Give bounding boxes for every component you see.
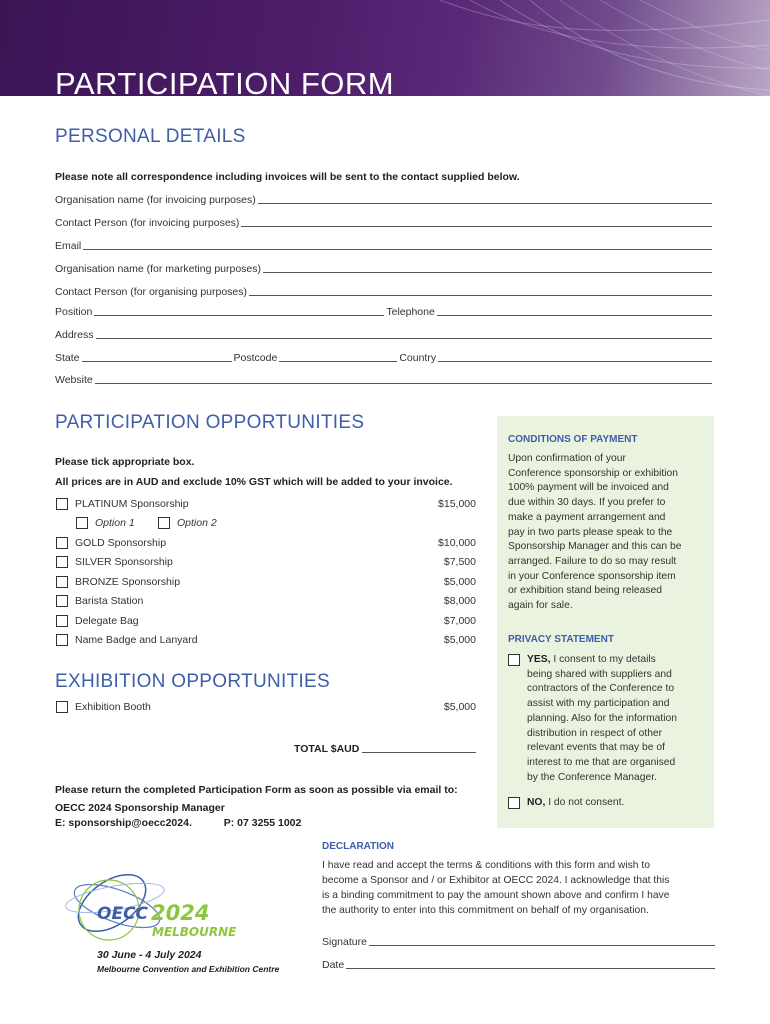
conditions-line: arranged. Failure to do so may result — [508, 555, 677, 567]
telephone-label: Telephone — [386, 306, 435, 318]
org-invoicing-field[interactable] — [55, 192, 712, 206]
return-instructions: Please return the completed Participation Form as soon as possible via email to: — [55, 784, 458, 796]
position-input[interactable] — [94, 315, 384, 316]
position-telephone-row — [55, 304, 712, 318]
date-field[interactable] — [322, 959, 715, 971]
privacy-no-bold: NO, — [527, 797, 546, 808]
event-venue: Melbourne Convention and Exhibition Centre — [97, 964, 280, 974]
privacy-no-line: I do not consent. — [548, 797, 625, 808]
tick-note: Please tick appropriate box. — [55, 456, 195, 468]
platinum-checkbox[interactable] — [56, 498, 68, 510]
privacy-yes-line: contractors of the Conference to — [527, 683, 675, 695]
exhibition-booth-price: $5,000 — [443, 701, 476, 713]
total-aud-field[interactable] — [294, 743, 476, 755]
declaration-text — [322, 858, 717, 918]
bronze-price: $5,000 — [443, 576, 476, 588]
email-label: Email — [55, 240, 82, 252]
bronze-label: BRONZE Sponsorship — [75, 576, 181, 588]
delegate-bag-price: $7,000 — [443, 615, 476, 627]
gold-price: $10,000 — [438, 537, 476, 549]
name-badge-label: Name Badge and Lanyard — [75, 634, 198, 646]
privacy-yes-checkbox[interactable] — [508, 654, 520, 666]
privacy-yes-text — [527, 653, 707, 785]
silver-price: $7,500 — [443, 556, 476, 568]
privacy-yes-line: I consent to my details — [553, 654, 656, 665]
contact-organising-field[interactable] — [55, 284, 712, 298]
privacy-yes-line: being shared with suppliers and — [527, 668, 672, 680]
postcode-label: Postcode — [233, 352, 278, 364]
privacy-heading: PRIVACY STATEMENT — [508, 634, 614, 645]
org-marketing-label: Organisation name (for marketing purposes) — [55, 263, 262, 275]
delegate-bag-checkbox[interactable] — [56, 615, 68, 627]
barista-checkbox[interactable] — [56, 595, 68, 607]
privacy-yes-bold: YES, — [527, 654, 551, 665]
silver-label: SILVER Sponsorship — [75, 556, 173, 568]
gold-checkbox[interactable] — [56, 537, 68, 549]
state-label: State — [55, 352, 80, 364]
conditions-line: or exhibition stand being released — [508, 585, 662, 597]
option-2-checkbox[interactable] — [158, 517, 170, 529]
participation-heading: PARTICIPATION OPPORTUNITIES — [55, 412, 365, 433]
privacy-no-text — [527, 796, 707, 811]
option-1-label: Option 1 — [95, 517, 135, 529]
country-label: Country — [399, 352, 437, 364]
contact-email[interactable]: E: sponsorship@oecc2024. — [55, 817, 192, 829]
logo-year: 2024 — [151, 901, 210, 925]
price-note: All prices are in AUD and exclude 10% GST which will be added to your invoice. — [55, 476, 453, 488]
platinum-price: $15,000 — [438, 498, 476, 510]
privacy-no-checkbox[interactable] — [508, 797, 520, 809]
address-field[interactable] — [55, 327, 712, 341]
privacy-yes-line: assist with my participation and — [527, 698, 670, 710]
privacy-yes-line: planning. Also for the information — [527, 712, 677, 724]
conditions-line: 100% payment will be invoiced and — [508, 482, 669, 494]
name-badge-checkbox[interactable] — [56, 634, 68, 646]
total-aud-label: TOTAL $AUD — [294, 743, 360, 755]
conditions-line: again for sale. — [508, 600, 573, 612]
personal-details-heading: PERSONAL DETAILS — [55, 126, 246, 147]
page-title: PARTICIPATION FORM — [55, 66, 395, 96]
declaration-line: become a Sponsor and / or Exhibitor at OECC 2024. I acknowledge that this — [322, 875, 670, 886]
header-banner — [0, 0, 770, 96]
contact-invoicing-field[interactable] — [55, 215, 712, 229]
conditions-line: pay in two parts please speak to the — [508, 526, 673, 538]
gold-label: GOLD Sponsorship — [75, 537, 167, 549]
conditions-line: Conference sponsorship or exhibition — [508, 467, 678, 479]
org-marketing-field[interactable] — [55, 261, 712, 275]
contact-organising-label: Contact Person (for organising purposes) — [55, 286, 248, 298]
conditions-line: Sponsorship Manager and this can be — [508, 541, 682, 553]
exhibition-booth-label: Exhibition Booth — [75, 701, 151, 713]
silver-checkbox[interactable] — [56, 556, 68, 568]
contact-phone: P: 07 3255 1002 — [223, 817, 302, 829]
email-field[interactable] — [55, 238, 712, 252]
conditions-text — [508, 452, 708, 614]
option-1-checkbox[interactable] — [76, 517, 88, 529]
conditions-line: make a payment arrangement and — [508, 511, 666, 523]
conditions-line: Upon confirmation of your — [508, 453, 626, 464]
address-label: Address — [55, 329, 94, 341]
name-badge-price: $5,000 — [443, 634, 476, 646]
website-field[interactable] — [55, 372, 712, 386]
barista-price: $8,000 — [443, 595, 476, 607]
exhibition-heading: EXHIBITION OPPORTUNITIES — [55, 671, 330, 692]
declaration-line: I have read and accept the terms & conditions with this form and wish to — [322, 860, 650, 871]
platinum-label: PLATINUM Sponsorship — [75, 498, 189, 510]
contact-invoicing-label: Contact Person (for invoicing purposes) — [55, 217, 240, 229]
bronze-checkbox[interactable] — [56, 576, 68, 588]
delegate-bag-label: Delegate Bag — [75, 615, 139, 627]
privacy-yes-line: distribution in respect of other — [527, 727, 663, 739]
declaration-line: is a binding commitment to pay the amount shown above and confirm I have — [322, 890, 670, 901]
country-input[interactable] — [438, 361, 712, 362]
conditions-heading: CONDITIONS OF PAYMENT — [508, 434, 638, 445]
declaration-line: the authority to enter into this commitment on behalf of my organisation. — [322, 905, 649, 916]
state-input[interactable] — [82, 361, 232, 362]
state-postcode-country-row — [55, 350, 712, 364]
signature-field[interactable] — [322, 936, 715, 948]
logo-city: MELBOURNE — [152, 925, 237, 939]
barista-label: Barista Station — [75, 595, 144, 607]
logo-brand: OECC — [97, 904, 149, 924]
org-invoicing-label: Organisation name (for invoicing purposes) — [55, 194, 256, 206]
signature-label: Signature — [322, 936, 367, 948]
telephone-input[interactable] — [437, 315, 712, 316]
privacy-yes-line: by the Conference Manager. — [527, 771, 657, 783]
event-dates: 30 June - 4 July 2024 — [97, 949, 202, 961]
correspondence-note: Please note all correspondence including invoices will be sent to the contact supplied below. — [55, 171, 520, 183]
website-label: Website — [55, 374, 93, 386]
position-label: Position — [55, 306, 93, 318]
privacy-yes-line: relevant events that may be of — [527, 742, 665, 754]
declaration-heading: DECLARATION — [322, 841, 395, 852]
contact-email-row — [55, 817, 301, 829]
postcode-input[interactable] — [279, 361, 397, 362]
exhibition-booth-checkbox[interactable] — [56, 701, 68, 713]
conditions-line: in your Conference sponsorship item — [508, 570, 676, 582]
sponsorship-manager: OECC 2024 Sponsorship Manager — [55, 802, 225, 814]
privacy-yes-line: interest to me that are organised — [527, 756, 676, 768]
conditions-line: due within 30 days. If you prefer to — [508, 497, 666, 509]
date-label: Date — [322, 959, 345, 971]
option-2-label: Option 2 — [177, 517, 217, 529]
